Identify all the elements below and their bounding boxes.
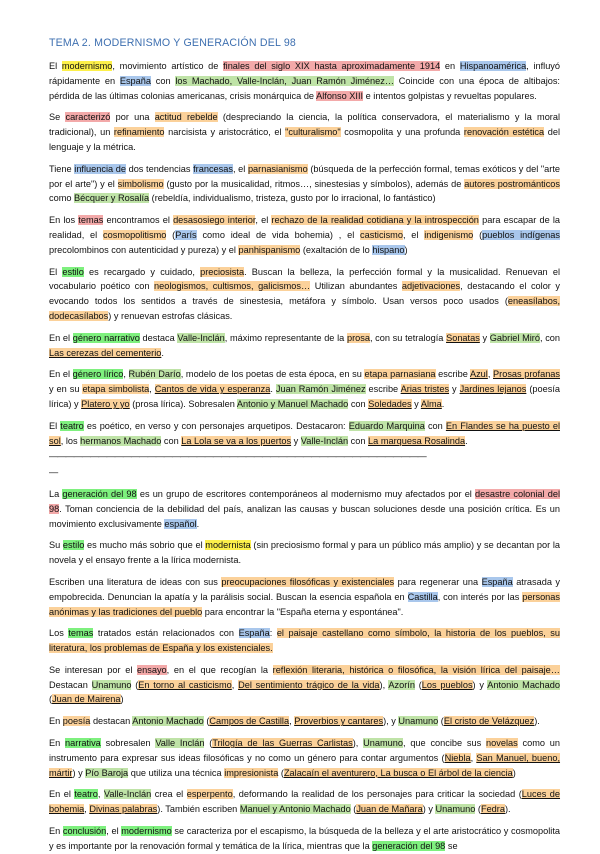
text-run: es recargado y cuidado,: [83, 266, 201, 277]
text-run: .: [161, 347, 164, 358]
text-run: En el: [49, 789, 75, 800]
highlighted-title: San Manuel, bueno, mártir: [49, 752, 561, 778]
highlighted-title: En Flandes se ha puesto el sol: [49, 420, 560, 446]
text-run: , con interés por las: [437, 591, 523, 602]
text-run: ),: [379, 679, 389, 690]
highlighted-term: temas: [68, 628, 94, 639]
text-run: , el: [402, 229, 425, 240]
text-run: (gusto por la musicalidad, ritmos…, sinestesias y símbolos), además de: [163, 178, 465, 189]
text-run: ),: [352, 738, 364, 749]
paragraph-literatura-ideas: [49, 575, 560, 619]
text-run: ).: [534, 716, 540, 727]
highlighted-title: Del sentimiento trágico de la vida: [238, 679, 380, 690]
highlighted-term: neologismos, cultismos, galicismos…: [154, 281, 311, 292]
text-run: El: [49, 266, 63, 277]
text-run: , deformando la realidad de los personajes para criticar la sociedad (: [232, 789, 522, 800]
highlighted-title: Juan de Mañara: [356, 804, 423, 815]
highlighted-term: poesía: [62, 716, 91, 727]
text-run: ,: [84, 804, 90, 815]
text-run: (exaltación de lo: [300, 244, 373, 255]
text-run: como: [49, 193, 75, 204]
text-run: con: [150, 75, 176, 86]
highlighted-term: Pío Baroja: [85, 767, 129, 778]
highlighted-title: Arias tristes: [400, 384, 450, 395]
text-run: En: [49, 716, 63, 727]
highlighted-term: caracterizó: [65, 112, 111, 123]
text-run: (: [278, 767, 284, 778]
text-run: Su: [49, 540, 63, 551]
text-run: , el: [232, 163, 248, 174]
highlighted-term: España: [238, 628, 270, 639]
text-run: ,: [149, 384, 155, 395]
text-run: ) y: [72, 767, 86, 778]
text-run: ). También escriben: [157, 804, 240, 815]
text-run: para escapar de la realidad, el: [49, 215, 560, 240]
highlighted-term: España: [481, 576, 513, 587]
highlighted-term: cosmopolitismo: [103, 229, 167, 240]
highlighted-title: La Lola se va a los puertos: [181, 435, 292, 446]
highlighted-title: Juan de Mairena: [52, 694, 121, 705]
text-run: , el: [106, 826, 122, 837]
text-run: ,: [470, 752, 477, 763]
highlighted-title: Sonatas: [446, 332, 480, 343]
highlighted-term: Eduardo Marquina: [348, 420, 425, 431]
text-run: que utiliza una técnica: [128, 767, 225, 778]
paragraph-caracteristicas: [49, 110, 560, 154]
paragraph-narrativa: [49, 736, 560, 780]
text-run: es mucho más sobrio que el: [84, 540, 206, 551]
text-run: se caracteriza por el escapismo, la búsqueda de la belleza y el arte aristocrático y cosmopolita y es importante por la renovación formal y temática de la lírica, mientras que la: [49, 826, 560, 851]
text-run: con: [348, 398, 369, 409]
text-run: ) y: [422, 804, 436, 815]
highlighted-term: prosa: [346, 332, 370, 343]
highlighted-term: desasosiego interior: [173, 215, 256, 226]
highlighted-term: Valle-Inclán: [177, 332, 225, 343]
text-run: (: [438, 716, 444, 727]
highlighted-term: español: [164, 518, 197, 529]
text-run: con: [348, 435, 369, 446]
highlighted-term: rechazo de la realidad cotidiana y la introspección: [271, 215, 479, 226]
highlighted-title: En torno al casticismo: [138, 679, 232, 690]
text-run: , los: [60, 435, 81, 446]
highlighted-term: estilo: [62, 266, 84, 277]
highlighted-title: Alma: [420, 398, 442, 409]
text-run: destacan: [90, 716, 133, 727]
highlighted-term: Valle Inclán: [155, 738, 205, 749]
separator-line-short: —: [49, 467, 58, 478]
highlighted-title: Cantos de vida y esperanza: [154, 384, 271, 395]
text-run: dos tendencias: [125, 163, 194, 174]
highlighted-title: Prosas profanas: [493, 369, 561, 380]
text-run: (: [203, 716, 210, 727]
text-run: sobresalen: [100, 738, 156, 749]
highlighted-title: Los pueblos: [421, 679, 473, 690]
highlighted-term: refinamiento: [113, 127, 165, 138]
text-run: Se interesan por el: [49, 664, 138, 675]
text-run: El: [49, 61, 62, 71]
text-run: atrasada y empobrecida. Denuncian la apatía y la parálisis social. Buscan la esencia española en: [49, 576, 561, 602]
text-run: En el: [49, 369, 73, 380]
text-run: El: [49, 420, 61, 431]
highlighted-term: Valle-Inclán: [103, 789, 152, 800]
paragraph-estilo-modernismo: [49, 265, 560, 324]
highlighted-term: Antonio Machado: [487, 679, 560, 690]
text-run: Tiene: [49, 163, 75, 174]
text-run: encontramos el: [103, 215, 174, 226]
highlighted-term: estilo: [62, 540, 85, 551]
highlighted-title: Proverbios y cantares: [294, 716, 384, 727]
text-run: .: [270, 384, 276, 395]
highlighted-term: los Machado, Valle-Inclán, Juan Ramón Jiménez…: [175, 75, 395, 86]
text-run: Destacan: [49, 679, 92, 690]
text-run: en: [440, 61, 460, 71]
highlighted-term: eneasílabos, dodecasílabos: [49, 296, 560, 321]
text-run: , movimiento artístico de: [112, 61, 224, 71]
highlighted-term: París: [175, 229, 197, 240]
text-run: . Buscan la belleza, la perfección formal y la musicalidad. Renuevan el vocabulario poético con: [49, 266, 560, 292]
highlighted-term: generación del 98: [372, 840, 446, 851]
text-run: .: [465, 435, 468, 446]
highlighted-title: Trilogía de las Guerras Carlistas: [212, 738, 353, 749]
text-run: , en el que recogían la: [166, 664, 273, 675]
highlighted-term: renovación estética: [463, 127, 545, 138]
highlighted-term: modernismo: [61, 61, 113, 71]
text-run: ,: [97, 789, 104, 800]
text-run: (: [473, 229, 483, 240]
text-run: La: [49, 488, 63, 499]
text-run: como un instrumento para expresar sus ideas filosóficas y no como un género para contar argumentos (: [49, 738, 560, 763]
highlighted-term: simbolismo: [117, 178, 164, 189]
highlighted-title: Niebla: [444, 752, 471, 763]
text-run: precolombinos con autenticidad y pureza) y el: [49, 244, 239, 255]
text-run: por una: [110, 112, 155, 123]
highlighted-term: Castilla: [407, 591, 438, 602]
text-run: ) y renuevan estrofas clásicas.: [108, 310, 233, 321]
highlighted-term: generación del 98: [62, 488, 137, 499]
text-run: ), y: [383, 716, 399, 727]
highlighted-term: España: [119, 75, 151, 86]
text-run: tratados están relacionados con: [93, 628, 239, 639]
text-run: (: [131, 679, 139, 690]
text-run: (: [166, 229, 176, 240]
highlighted-term: Unamuno: [398, 716, 439, 727]
text-run: cosmopolita y una profunda: [340, 127, 464, 138]
text-run: (poesía lírica) y: [49, 384, 561, 409]
text-run: En: [49, 738, 66, 749]
highlighted-term: reflexión literaria, histórica o filosófica, la visión lírica del paisaje…: [272, 664, 560, 675]
highlighted-term: preciosista: [200, 266, 245, 277]
text-run: Los: [49, 628, 69, 639]
highlighted-term: Bécquer y Rosalía: [74, 193, 150, 204]
highlighted-term: impresionista: [224, 767, 279, 778]
paragraph-teatro-modernismo: [49, 419, 560, 449]
text-run: , el: [255, 215, 272, 226]
highlighted-term: influencia de: [74, 163, 126, 174]
highlighted-term: panhispanismo: [238, 244, 301, 255]
highlighted-term: conclusión: [62, 826, 107, 837]
highlighted-term: preocupaciones filosóficas y existenciales: [221, 576, 395, 587]
text-run: con: [424, 420, 446, 431]
highlighted-term: modernista: [205, 540, 251, 551]
highlighted-term: Azorín: [388, 679, 415, 690]
text-run: . Toman conciencia de la debilidad del país, analizan las causas y buscan soluciones desde una posición crítica. Es un movimiento exclusivamente: [49, 503, 560, 529]
paragraph-genero-lirico: [49, 367, 560, 411]
highlighted-term: desastre colonial del 98: [49, 488, 560, 514]
highlighted-term: esperpento: [186, 789, 233, 800]
paragraph-temas-modernismo: [49, 213, 560, 257]
text-run: se: [445, 840, 458, 851]
text-run: Utilizan abundantes: [310, 281, 402, 292]
highlighted-term: narrativa: [65, 738, 101, 749]
highlighted-term: Rubén Darío: [128, 369, 181, 380]
highlighted-term: hispano: [372, 244, 405, 255]
highlighted-title: La marquesa Rosalinda: [368, 435, 466, 446]
text-run: Coincide con una época de altibajos: pérdida de las últimas colonias americanas, crisis monárquica de: [49, 75, 560, 101]
text-run: para encontrar la "España eterna y espontánea".: [202, 606, 404, 617]
text-run: y: [291, 435, 301, 446]
text-run: ,: [289, 716, 295, 727]
text-run: ) y: [472, 679, 488, 690]
highlighted-title: Divinas palabras: [89, 804, 158, 815]
text-run: (: [475, 804, 481, 815]
highlighted-term: autores postrománticos: [464, 178, 560, 189]
highlighted-term: Hispanoamérica: [459, 61, 527, 71]
text-run: (: [49, 694, 53, 705]
text-run: .: [441, 398, 445, 409]
text-run: , destacando el color y evocando todos los sentidos a través de sinestesia, metáfora y símbolo. Usan versos poco usados (: [49, 281, 560, 307]
text-run: (despreciando la ciencia, la política conservadora, el materialismo y la moral tradicional), un: [49, 112, 561, 138]
text-run: ,: [123, 369, 129, 380]
paragraph-influencias: [49, 162, 560, 206]
text-run: En el: [49, 332, 73, 343]
paragraph-genero-narrativo: [49, 331, 560, 361]
highlighted-term: hermanos Machado: [80, 435, 162, 446]
separator-line: ——————————————————————————————————————————————: [49, 451, 426, 462]
paragraph-modernismo-intro: [49, 59, 560, 103]
text-run: con: [161, 435, 182, 446]
text-run: , con su tetralogía: [369, 332, 447, 343]
text-run: Escriben una literatura de ideas con sus: [49, 576, 222, 587]
highlighted-term: Unamuno: [435, 804, 476, 815]
highlighted-term: Antonio Machado: [132, 716, 204, 727]
text-run: (búsqueda de la perfección formal, temas exóticos y del "arte por el arte") y el: [49, 163, 560, 189]
highlighted-term: finales del siglo XIX hasta aproximadamente 1914: [223, 61, 441, 71]
highlighted-term: francesas: [193, 163, 233, 174]
paragraph-ensayo: [49, 663, 560, 707]
text-run: y en su: [49, 384, 83, 395]
highlighted-title: Jardines lejanos: [459, 384, 527, 395]
highlighted-term: género narrativo: [72, 332, 140, 343]
text-run: es un grupo de escritores contemporáneos al modernismo muy afectados por el: [136, 488, 476, 499]
text-run: crea el: [151, 789, 187, 800]
paragraph-temas-98: [49, 626, 560, 656]
text-run: ): [512, 767, 516, 778]
text-run: (sin preciosismo formal y para un público más amplio) y se decantan por la novela y el ensayo frente a la lírica modernista.: [49, 540, 560, 566]
paragraph-poesia: [49, 714, 560, 729]
text-run: (rebeldía, individualismo, tristeza, gusto por lo irracional, lo fantástico): [149, 193, 436, 204]
text-run: escribe: [435, 369, 470, 380]
highlighted-title: Soledades: [368, 398, 412, 409]
highlighted-term: ensayo: [137, 664, 167, 675]
highlighted-term: Juan Ramón Jiménez: [275, 384, 366, 395]
highlighted-term: Unamuno: [91, 679, 132, 690]
highlighted-term: Unamuno: [363, 738, 403, 749]
highlighted-term: Valle-Inclán: [300, 435, 349, 446]
highlighted-term: modernismo: [121, 826, 172, 837]
text-run: :: [269, 628, 277, 639]
highlighted-term: etapa simbolista: [82, 384, 150, 395]
highlighted-term: personas anónimas y las tradiciones del pueblo: [49, 591, 560, 617]
paragraph-estilo-98: [49, 538, 560, 568]
text-run: (: [204, 738, 213, 749]
text-run: destaca: [139, 332, 178, 343]
highlighted-term: Alfonso XIII: [316, 90, 364, 101]
text-run: para regenerar una: [394, 576, 482, 587]
text-run: , influyó rápidamente en: [49, 61, 561, 86]
text-run: ): [404, 244, 408, 255]
highlighted-term: Antonio y Manuel Machado: [236, 398, 349, 409]
highlighted-term: teatro: [74, 789, 98, 800]
text-run: ,: [231, 679, 239, 690]
text-run: como ideal de vida bohemia) , el: [196, 229, 361, 240]
text-run: del lenguaje y la métrica.: [49, 127, 560, 152]
highlighted-term: "culturalismo": [285, 127, 341, 138]
text-run: ,: [487, 369, 494, 380]
text-run: y: [411, 398, 421, 409]
highlighted-term: novelas: [486, 738, 518, 749]
highlighted-term: Manuel y Antonio Machado: [239, 804, 351, 815]
text-run: .: [196, 518, 200, 529]
paragraph-generacion-98: [49, 487, 560, 531]
highlighted-title: Platero y yo: [81, 398, 130, 409]
text-run: , modelo de los poetas de esta época, en su: [180, 369, 365, 380]
text-run: Se: [49, 112, 66, 123]
highlighted-title: Fedra: [480, 804, 505, 815]
highlighted-term: el paisaje castellano como símbolo, la historia de los pueblos, su literatura, los problemas de España y los existenciales.: [49, 628, 560, 654]
text-run: escribe: [365, 384, 401, 395]
highlighted-term: género lírico: [72, 369, 124, 380]
highlighted-term: indigenismo: [424, 229, 474, 240]
highlighted-term: parnasianismo: [247, 163, 308, 174]
highlighted-term: pueblos indígenas: [482, 229, 560, 240]
highlighted-title: Zalacaín el aventurero, La busca o El árbol de la ciencia: [283, 767, 513, 778]
highlighted-title: Luces de bohemia: [49, 789, 561, 815]
highlighted-term: actitud rebelde: [154, 112, 218, 123]
highlighted-title: Las cerezas del cementerio: [49, 347, 162, 358]
text-run: , que concibe sus: [402, 738, 487, 749]
highlighted-title: Azul: [469, 369, 488, 380]
text-run: , con: [539, 332, 561, 343]
highlighted-title: El cristo de Velázquez: [443, 716, 535, 727]
highlighted-term: Gabriel Miró: [489, 332, 540, 343]
text-run: es poético, en verso y con personajes arquetipos. Destacaron:: [83, 420, 349, 431]
highlighted-title: Campos de Castilla: [209, 716, 290, 727]
text-run: (: [350, 804, 357, 815]
text-run: ): [120, 694, 124, 705]
text-run: (prosa lírica). Sobresalen: [129, 398, 237, 409]
text-run: y: [449, 384, 460, 395]
highlighted-term: casticismo: [360, 229, 403, 240]
highlighted-term: temas: [78, 215, 104, 226]
highlighted-term: adjetivaciones: [401, 281, 461, 292]
paragraph-teatro-98: [49, 787, 560, 817]
text-run: e intentos golpistas y revueltas populares.: [363, 90, 537, 101]
highlighted-term: etapa parnasiana: [364, 369, 436, 380]
text-run: En los: [49, 215, 79, 226]
text-run: narcisista y aristocrático, el: [164, 127, 286, 138]
text-run: , máximo representante de la: [224, 332, 347, 343]
page-title: TEMA 2. MODERNISMO Y GENERACIÓN DEL 98: [49, 37, 296, 49]
text-run: (: [414, 679, 422, 690]
text-run: ).: [504, 804, 511, 815]
paragraph-conclusion: [49, 824, 560, 854]
highlighted-term: teatro: [60, 420, 84, 431]
text-run: En: [49, 826, 63, 837]
text-run: y: [479, 332, 490, 343]
